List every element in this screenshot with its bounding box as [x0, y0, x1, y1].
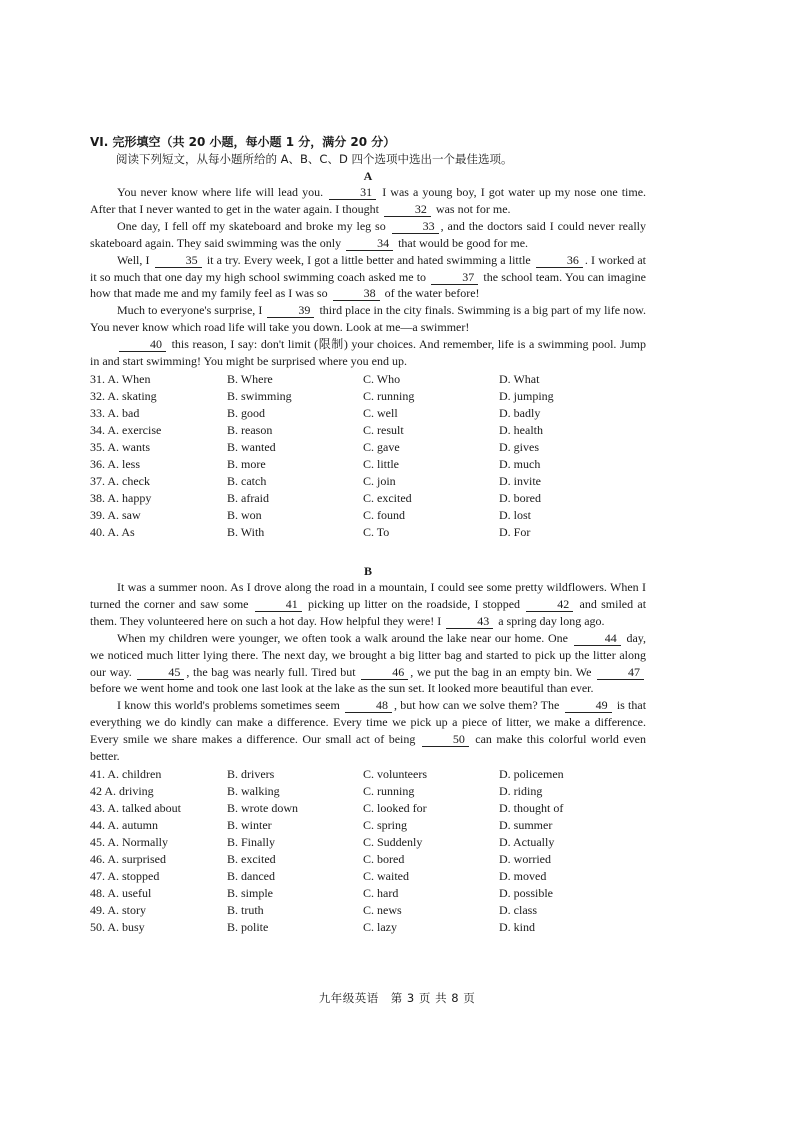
option-c: C. found [363, 507, 405, 522]
option-c: C. result [363, 422, 404, 437]
option-row [90, 834, 646, 851]
blank-50: 50 [422, 733, 469, 747]
option-a: 41. A. children [90, 766, 162, 781]
option-b: B. Where [227, 371, 273, 386]
option-b: B. catch [227, 473, 267, 488]
option-b: B. wanted [227, 439, 276, 454]
option-a: 36. A. less [90, 456, 141, 471]
option-b: B. danced [227, 868, 275, 883]
blank-42: 42 [526, 598, 573, 612]
passage-a-paragraph-2: One day, I fell off my skateboard and broke my leg so 33 , and the doctors said I could never really skateboard again. They said swimming was the only 34 that would be good for me. [90, 218, 646, 250]
option-a: 35. A. wants [90, 439, 150, 454]
passage-a-label: A [363, 169, 373, 183]
option-b: B. wrote down [227, 800, 298, 815]
option-b: B. polite [227, 919, 269, 934]
option-a: 45. A. Normally [90, 834, 168, 849]
option-a: 47. A. stopped [90, 868, 160, 883]
option-d: D. possible [499, 885, 553, 900]
option-a: 33. A. bad [90, 405, 140, 420]
page-footer: 九年级英语 第 3 页 共 8 页 [318, 991, 476, 1005]
option-row [90, 473, 646, 490]
option-a: 42 A. driving [90, 783, 154, 798]
blank-41: 41 [255, 598, 302, 612]
option-c: C. running [363, 388, 415, 403]
blank-36: 36 [536, 254, 583, 268]
option-c: C. looked for [363, 800, 427, 815]
blank-48: 48 [345, 699, 392, 713]
option-d: D. policemen [499, 766, 564, 781]
option-a: 46. A. surprised [90, 851, 166, 866]
option-a: 48. A. useful [90, 885, 152, 900]
blank-32: 32 [384, 203, 431, 217]
option-d: D. bored [499, 490, 541, 505]
blank-37: 37 [431, 271, 478, 285]
option-c: C. running [363, 783, 415, 798]
blank-33: 33 [392, 220, 439, 234]
option-row [90, 817, 646, 834]
option-a: 31. A. When [90, 371, 151, 386]
option-c: C. well [363, 405, 398, 420]
option-d: D. kind [499, 919, 535, 934]
blank-46: 46 [361, 666, 408, 680]
option-a: 34. A. exercise [90, 422, 162, 437]
options-b-list [90, 766, 646, 936]
passage-b-label: B [363, 563, 372, 578]
option-a: 43. A. talked about [90, 800, 181, 815]
option-c: C. hard [363, 885, 399, 900]
blank-34: 34 [346, 237, 393, 251]
option-row [90, 919, 646, 936]
blank-38: 38 [333, 287, 380, 301]
option-row [90, 902, 646, 919]
option-row [90, 800, 646, 817]
option-a: 38. A. happy [90, 490, 152, 505]
section-instruction: 阅读下列短文，从每小题所给的 A、B、C、D 四个选项中选出一个最佳选项。 [116, 152, 513, 166]
option-b: B. good [227, 405, 266, 420]
blank-49: 49 [565, 699, 612, 713]
option-a: 37. A. check [90, 473, 150, 488]
option-d: D. much [499, 456, 541, 471]
blank-40: 40 [119, 338, 166, 352]
option-d: D. thought of [499, 800, 564, 815]
option-b: B. simple [227, 885, 274, 900]
option-d: D. lost [499, 507, 532, 522]
option-d: D. class [499, 902, 537, 917]
option-d: D. Actually [499, 834, 555, 849]
exam-page [90, 134, 646, 936]
option-d: D. jumping [499, 388, 554, 403]
option-c: C. Suddenly [363, 834, 423, 849]
option-row [90, 885, 646, 902]
option-row [90, 371, 646, 388]
option-d: D. moved [499, 868, 547, 883]
option-a: 50. A. busy [90, 919, 145, 934]
section-title: VI. 完形填空（共 20 小题，每小题 1 分，满分 20 分） [90, 135, 396, 149]
option-b: B. With [227, 524, 265, 539]
option-b: B. afraid [227, 490, 269, 505]
option-d: D. gives [499, 439, 539, 454]
passage-a-paragraph-5: 40 this reason, I say: don't limit (限制) your choices. And remember, life is a swimming pool. Jump in and start swimming! You might be surprised where you end up. [90, 337, 646, 369]
option-d: D. health [499, 422, 543, 437]
option-c: C. join [363, 473, 396, 488]
blank-43: 43 [446, 615, 493, 629]
option-row [90, 405, 646, 422]
option-row [90, 422, 646, 439]
option-c: C. Who [363, 371, 401, 386]
option-row [90, 868, 646, 885]
blank-35: 35 [155, 254, 202, 268]
option-c: C. volunteers [363, 766, 427, 781]
option-row [90, 851, 646, 868]
option-c: C. excited [363, 490, 412, 505]
option-a: 32. A. skating [90, 388, 157, 403]
option-row [90, 439, 646, 456]
option-d: D. worried [499, 851, 551, 866]
blank-39: 39 [267, 304, 314, 318]
passage-a-paragraph-4: Much to everyone's surprise, I 39 third place in the city finals. Swimming is a big part of my life now. You never know which road life will take you down. Look at me—a swimmer! [90, 303, 647, 335]
passage-b-paragraph-1: It was a summer noon. As I drove along the road in a mountain, I could see some pretty wildflowers. When I turned the corner and saw some 41 picking up litter on the roadside, I stopped 42 and smiled at them. They volunteered here on such a hot day. How helpful they were! I 43 a spring day long ago. [90, 579, 647, 628]
option-d: D. For [499, 524, 531, 539]
option-c: C. gave [363, 439, 400, 454]
option-c: C. To [363, 524, 390, 539]
option-d: D. riding [499, 783, 543, 798]
option-b: B. Finally [227, 834, 276, 849]
option-row [90, 490, 646, 507]
option-row [90, 524, 646, 541]
passage-b-paragraph-2: When my children were younger, we often took a walk around the lake near our home. One 44 day, we noticed much litter lying there. The next day, we brought a big litter bag and started to pick up the litter along our way. 45 , the bag was nearly full. Tired but 46 , we put the bag in an empty bin. We 47 before we went home and took one last look at the lake as the sun set. It looked more beautiful than ever. [90, 630, 647, 696]
option-row [90, 766, 646, 783]
option-row [90, 388, 646, 405]
option-c: C. lazy [363, 919, 397, 934]
option-b: B. walking [227, 783, 280, 798]
passage-b-paragraph-3: I know this world's problems sometimes seem 48 , but how can we solve them? The 49 is that everything we do kindly can make a difference. Every time we pick up a piece of litter, we make a difference. Every smile we share makes a difference. Our small act of being 50 can make this colorful world even better. [90, 698, 647, 764]
option-b: B. swimming [227, 388, 292, 403]
option-row [90, 456, 646, 473]
option-a: 44. A. autumn [90, 817, 158, 832]
option-b: B. drivers [227, 766, 275, 781]
option-b: B. truth [227, 902, 264, 917]
option-a: 39. A. saw [90, 507, 141, 522]
option-d: D. invite [499, 473, 541, 488]
option-c: C. news [363, 902, 402, 917]
option-b: B. reason [227, 422, 273, 437]
passage-a-paragraph-1: You never know where life will lead you. 31 I was a young boy, I got water up my nose one time. After that I never wanted to get in the water again. I thought 32 was not for me. [90, 185, 647, 216]
option-row [90, 507, 646, 524]
option-d: D. badly [499, 405, 541, 420]
option-c: C. bored [363, 851, 405, 866]
option-b: B. winter [227, 817, 272, 832]
option-a: 40. A. As [90, 524, 135, 539]
option-d: D. What [499, 371, 540, 386]
option-c: C. little [363, 456, 399, 471]
options-a-list [90, 371, 646, 541]
blank-31: 31 [329, 186, 376, 200]
option-d: D. summer [499, 817, 553, 832]
option-b: B. won [227, 507, 262, 522]
passage-a-paragraph-3: Well, I 35 it a try. Every week, I got a little better and hated swimming a little 36 . I worked at it so much that one day my high school swimming coach asked me to 37 the school team. You can imagine how that made me and my family feel as I was so 38 of the water before! [90, 252, 647, 301]
blank-45: 45 [137, 666, 184, 680]
option-b: B. more [227, 456, 266, 471]
option-b: B. excited [227, 851, 276, 866]
option-c: C. spring [363, 817, 408, 832]
blank-44: 44 [574, 632, 621, 646]
option-row [90, 783, 646, 800]
blank-47: 47 [597, 666, 644, 680]
option-c: C. waited [363, 868, 409, 883]
option-a: 49. A. story [90, 902, 147, 917]
